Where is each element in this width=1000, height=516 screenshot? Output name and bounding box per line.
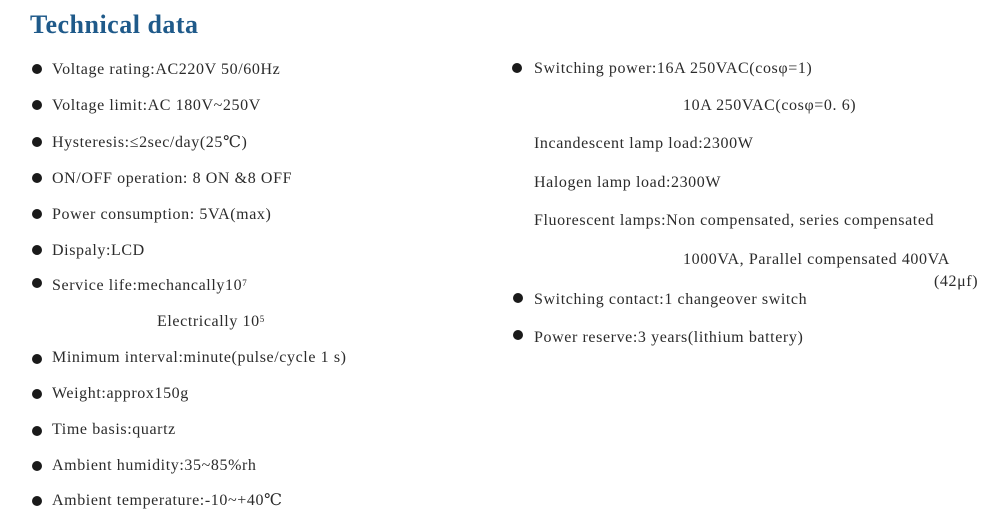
bullet-icon	[32, 496, 42, 506]
bullet-icon	[32, 389, 42, 399]
spec-switching-power-cont: 10A 250VAC(cosφ=0. 6)	[683, 97, 857, 114]
bullet-icon	[32, 461, 42, 471]
electrically-exponent: 5	[259, 314, 265, 324]
bullet-icon	[32, 100, 42, 110]
spec-time-basis: Time basis:quartz	[52, 421, 176, 438]
spec-electrically	[157, 312, 265, 332]
spec-power-reserve: Power reserve:3 years(lithium battery)	[534, 329, 804, 346]
electrically-text: Electrically 10	[157, 313, 260, 330]
spec-display: Dispaly:LCD	[52, 242, 145, 259]
spec-ambient-temperature: Ambient temperature:-10~+40℃	[52, 492, 283, 509]
bullet-icon	[32, 354, 42, 364]
spec-service-life	[52, 276, 247, 296]
spec-fluorescent-cont: 1000VA, Parallel compensated 400VA	[683, 251, 950, 268]
bullet-icon	[32, 137, 42, 147]
bullet-icon	[32, 245, 42, 255]
page-title: Technical data	[30, 10, 199, 39]
spec-power-consumption: Power consumption: 5VA(max)	[52, 206, 272, 223]
spec-switching-power: Switching power:16A 250VAC(cosφ=1)	[534, 60, 813, 77]
spec-minimum-interval: Minimum interval:minute(pulse/cycle 1 s)	[52, 349, 347, 366]
spec-fluorescent-lamps: Fluorescent lamps:Non compensated, series compensated	[534, 212, 935, 229]
bullet-icon	[32, 426, 42, 436]
bullet-icon	[513, 293, 523, 303]
spec-halogen-load: Halogen lamp load:2300W	[534, 174, 722, 191]
bullet-icon	[512, 63, 522, 73]
spec-ambient-humidity: Ambient humidity:35~85%rh	[52, 457, 257, 474]
spec-incandescent-load: Incandescent lamp load:2300W	[534, 135, 754, 152]
bullet-icon	[32, 173, 42, 183]
spec-hysteresis: Hysteresis:≤2sec/day(25℃)	[52, 134, 248, 151]
service-life-exponent: 7	[242, 278, 248, 288]
spec-on-off-operation: ON/OFF operation: 8 ON &8 OFF	[52, 170, 293, 187]
bullet-icon	[32, 209, 42, 219]
service-life-text: Service life:mechancally10	[52, 277, 243, 294]
bullet-icon	[32, 64, 42, 74]
spec-weight: Weight:approx150g	[52, 385, 189, 402]
bullet-icon	[32, 278, 42, 288]
spec-voltage-rating: Voltage rating:AC220V 50/60Hz	[52, 61, 281, 78]
spec-switching-contact: Switching contact:1 changeover switch	[534, 291, 808, 308]
bullet-icon	[513, 330, 523, 340]
spec-voltage-limit: Voltage limit:AC 180V~250V	[52, 97, 261, 114]
spec-fluorescent-capacitance: (42μf)	[934, 273, 979, 290]
